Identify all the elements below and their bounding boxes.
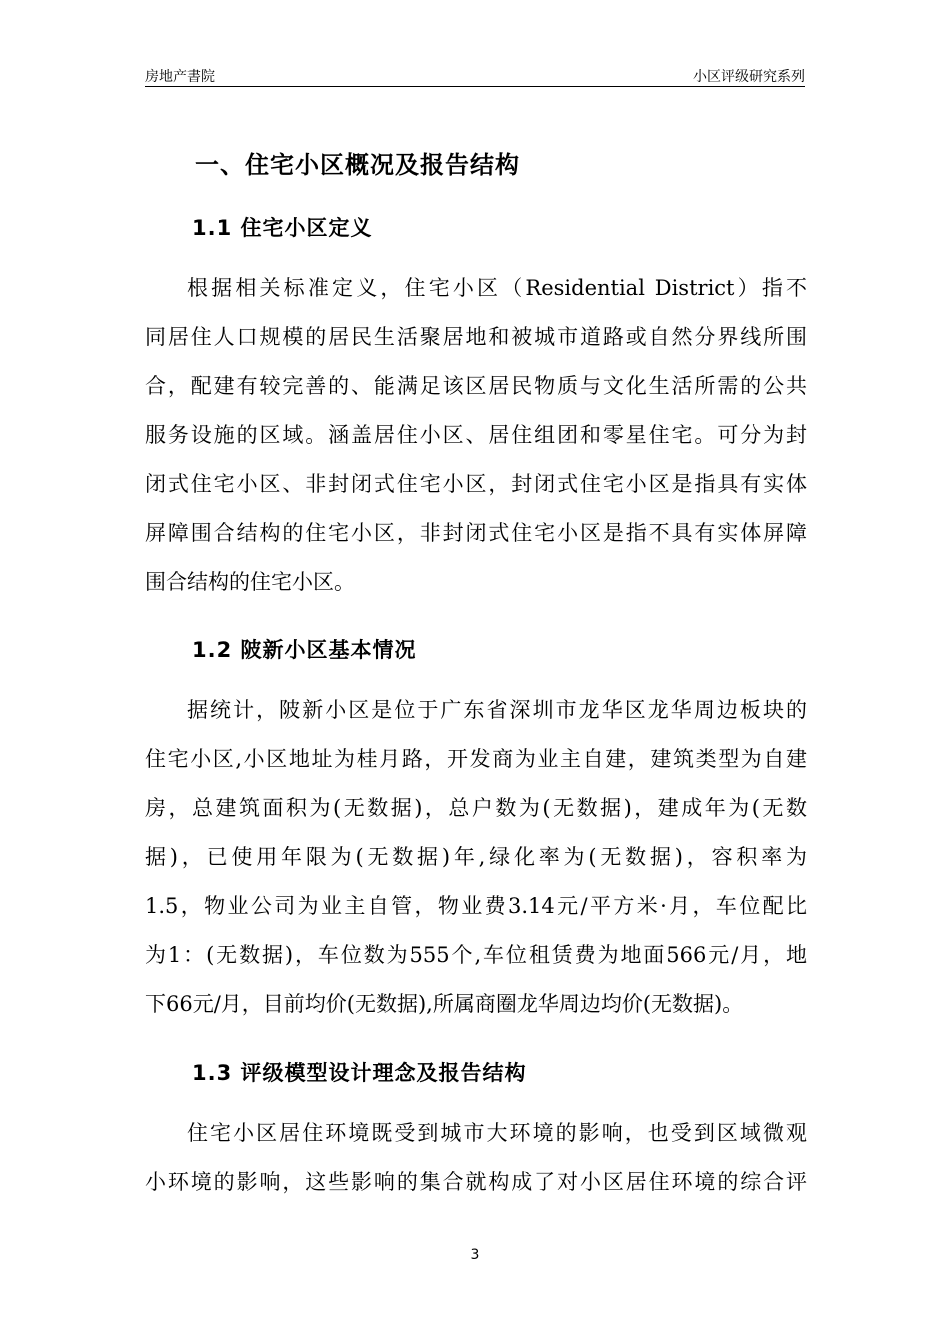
paragraph-line: 合，配建有较完善的、能满足该区居民物质与文化生活所需的公共 bbox=[145, 374, 807, 398]
subsection-title-1-2: 1.2 陂新小区基本情况 bbox=[192, 638, 417, 662]
paragraph-line: 同居住人口规模的居民生活聚居地和被城市道路或自然分界线所围 bbox=[145, 325, 807, 349]
paragraph-line: 闭式住宅小区、非封闭式住宅小区，封闭式住宅小区是指具有实体 bbox=[145, 472, 807, 496]
header-series: 小区评级研究系列 bbox=[693, 69, 805, 85]
header-publisher: 房地产書院 bbox=[145, 69, 215, 85]
paragraph-line: 根据相关标准定义，住宅小区（Residential District）指不 bbox=[187, 276, 807, 300]
paragraph-basic-info bbox=[145, 690, 807, 1033]
paragraph-line: 小环境的影响，这些影响的集合就构成了对小区居住环境的综合评 bbox=[145, 1170, 807, 1194]
paragraph-model-design bbox=[145, 1113, 807, 1211]
paragraph-line: 住宅小区居住环境既受到城市大环境的影响，也受到区域微观 bbox=[187, 1121, 807, 1145]
paragraph-line: 据)，已使用年限为(无数据)年,绿化率为(无数据)，容积率为 bbox=[145, 845, 807, 869]
paragraph-definition bbox=[145, 268, 807, 611]
paragraph-line: 围合结构的住宅小区。 bbox=[145, 570, 355, 594]
paragraph-line: 服务设施的区域。涵盖居住小区、居住组团和零星住宅。可分为封 bbox=[145, 423, 807, 447]
paragraph-line: 为1：(无数据)，车位数为555个,车位租赁费为地面566元/月，地 bbox=[145, 943, 807, 967]
subsection-title-1-3: 1.3 评级模型设计理念及报告结构 bbox=[192, 1061, 527, 1085]
subsection-title-1-1: 1.1 住宅小区定义 bbox=[192, 216, 373, 240]
paragraph-line: 下66元/月，目前均价(无数据),所属商圈龙华周边均价(无数据)。 bbox=[145, 992, 744, 1016]
paragraph-line: 屏障围合结构的住宅小区，非封闭式住宅小区是指不具有实体屏障 bbox=[145, 521, 807, 545]
paragraph-line: 据统计，陂新小区是位于广东省深圳市龙华区龙华周边板块的 bbox=[187, 698, 807, 722]
section-title: 一、住宅小区概况及报告结构 bbox=[195, 151, 520, 179]
paragraph-line: 房，总建筑面积为(无数据)，总户数为(无数据)，建成年为(无数 bbox=[145, 796, 807, 820]
paragraph-line: 住宅小区,小区地址为桂月路，开发商为业主自建，建筑类型为自建 bbox=[145, 747, 807, 771]
page-number: 3 bbox=[470, 1247, 480, 1263]
paragraph-line: 1.5，物业公司为业主自管，物业费3.14元/平方米·月，车位配比 bbox=[145, 894, 807, 918]
page-header bbox=[145, 62, 805, 87]
